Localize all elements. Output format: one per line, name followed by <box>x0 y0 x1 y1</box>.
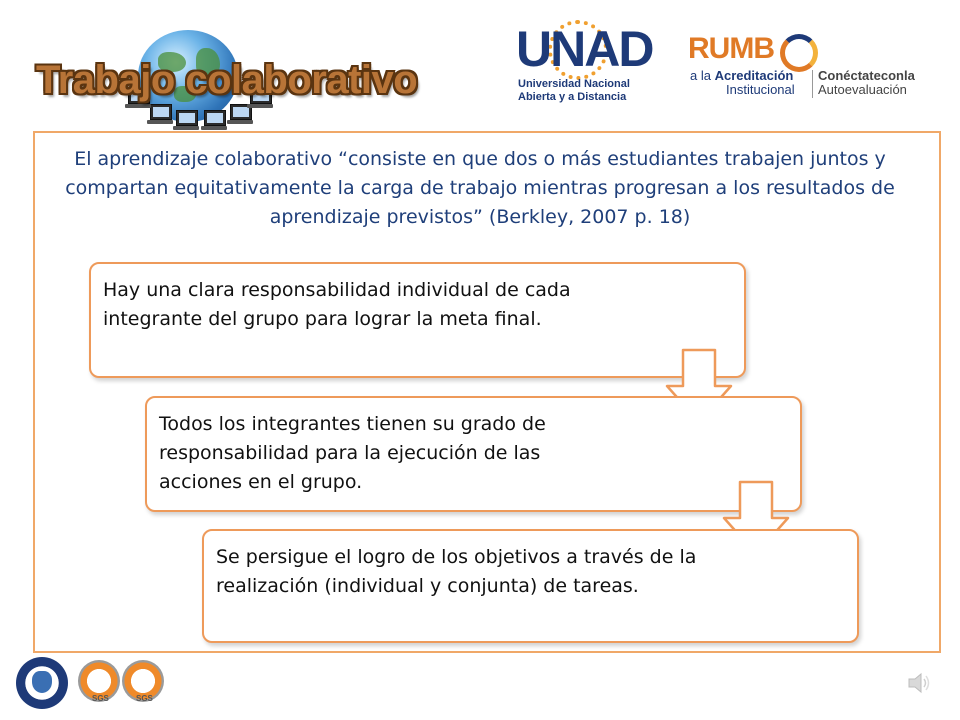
rumbo-right2: Autoevaluación <box>818 82 907 97</box>
intro-paragraph: El aprendizaje colaborativo “consiste en que dos o más estudiantes trabajen juntos y compartan equitativamente la carga de trabajo mientras progresan a los resultados de aprendizaje previstos” (Berkley, 2007 p. 18) <box>65 148 895 228</box>
step-box-3 <box>202 529 859 643</box>
cert-label: SGS <box>136 694 153 703</box>
unad-logo-mark: UNAD <box>516 21 653 77</box>
speaker-icon[interactable] <box>906 670 932 696</box>
step-box-1 <box>89 262 746 378</box>
laptop-icon <box>150 104 172 120</box>
rumbo-logo <box>688 32 938 102</box>
unad-logo <box>516 18 653 108</box>
unad-line2: Abierta y a Distancia <box>518 91 627 103</box>
rumbo-right1: Conéctateconla <box>818 68 915 83</box>
rumbo-swirl-icon <box>780 34 818 72</box>
rumbo-logo-mark: RUMB <box>688 32 774 65</box>
page-title: Trabajo colaborativo <box>36 58 418 102</box>
laptop-icon <box>204 110 226 126</box>
rumbo-line2: Institucional <box>726 82 795 97</box>
unad-line1: Universidad Nacional <box>518 78 630 90</box>
laptop-icon <box>176 110 198 126</box>
cert-label: SGS <box>92 694 109 703</box>
unad-logo-subtitle <box>518 78 630 104</box>
step-text: Se persigue el logro de los objetivos a través de la realización (individual y conjunta) de tareas. <box>216 546 697 597</box>
rumbo-line1: a la Acreditación <box>690 68 794 83</box>
step-text: Hay una clara responsabilidad individual de cada integrante del grupo para lograr la meta final. <box>103 279 571 330</box>
step-text: Todos los integrantes tienen su grado de responsabilidad para la ejecución de las acciones en el grupo. <box>159 413 546 493</box>
colombia-seal-icon <box>16 657 68 709</box>
step-box-2 <box>145 396 802 512</box>
divider <box>812 70 813 98</box>
